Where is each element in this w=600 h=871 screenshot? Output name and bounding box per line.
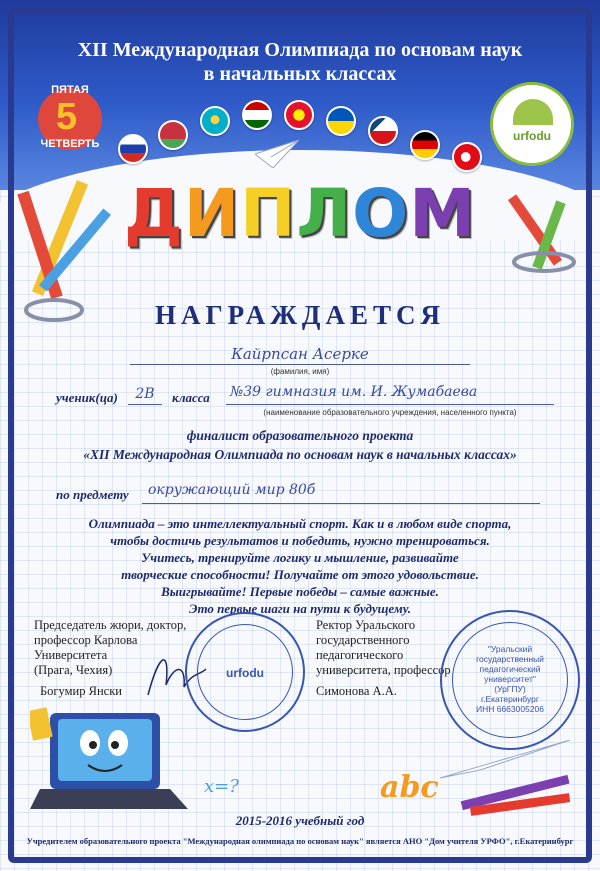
award-heading: НАГРАЖДАЕТСЯ <box>154 300 445 330</box>
rector-title-line: университета, профессор <box>316 663 451 677</box>
rector-name: Симонова А.А. <box>316 684 397 698</box>
jury-chair-name: Богумир Янски <box>40 684 122 698</box>
rector-title-line: педагогического <box>316 648 404 662</box>
olympiad-title-line2: в начальных классах <box>203 63 397 85</box>
grade-underline <box>128 404 162 405</box>
diploma-heading <box>0 175 600 252</box>
diplom-letter: Д <box>124 175 184 252</box>
finalist-line2: «XII Международная Олимпиада по основам наук в начальных классах» <box>83 447 517 462</box>
student-label: ученик(ца) <box>56 390 118 405</box>
footer-note: Учредителем образовательного проекта "Международная олимпиада по основам наук" является АНО "Дом учителя УРФО", г.Екатеринбург <box>26 836 574 846</box>
country-flags <box>118 100 498 170</box>
logo-number: 5 <box>56 96 78 138</box>
class-label: класса <box>172 390 210 405</box>
grade-value: 2В <box>135 386 155 402</box>
belarus-flag-icon <box>158 120 188 150</box>
logo-bottom-text: ЧЕТВЕРТЬ <box>40 138 100 150</box>
motto-line: Выигрывайте! Первые победы – самые важные. <box>161 584 439 599</box>
math-decor: x=? <box>204 776 239 797</box>
motto-line: Это первые шаги на пути к будущему. <box>189 601 411 616</box>
motto-line: творческие способности! Получайте от этого удовольствие. <box>121 567 479 582</box>
school-value: №39 гимназия им. И. Жумабаева <box>230 384 478 400</box>
school-underline <box>226 404 554 405</box>
jury-title-line: (Прага, Чехия) <box>34 663 113 677</box>
stamp-line: государственный <box>476 654 544 664</box>
stamp-line: педагогический <box>479 664 541 674</box>
motto-line: чтобы достичь результатов и победить, нужно тренироваться. <box>110 533 490 548</box>
school-year: 2015-2016 учебный год <box>235 813 365 828</box>
recipient-name: Кайрпсан Асерке <box>231 345 369 363</box>
urfodu-logo-text: urfodu <box>513 129 551 143</box>
diplom-letter: М <box>409 175 476 252</box>
abc-decor: abc <box>380 770 439 805</box>
stamp-line: ИНН 6663005206 <box>475 704 545 714</box>
turkey-flag-icon <box>452 142 482 172</box>
olympiad-title-line1: XII Международная Олимпиада по основам наук <box>77 39 523 61</box>
logo-top-text: ПЯТАЯ <box>51 84 89 96</box>
stamp-line: (УрГПУ) <box>494 684 526 694</box>
diplom-letter: О <box>352 175 410 252</box>
pencils-bottom-icon <box>440 740 580 820</box>
diplom-letter: И <box>183 175 241 252</box>
stamp-center-text: urfodu <box>226 666 264 680</box>
germany-flag-icon <box>410 130 440 160</box>
stamp-center-text <box>442 644 578 714</box>
motto-line: Олимпиада – это интеллектуальный спорт. Как и в любом виде спорта, <box>88 516 512 531</box>
finalist-line1: финалист образовательного проекта <box>186 428 414 443</box>
motto-line: Учитесь, тренируйте логику и мышление, развивайте <box>141 550 459 565</box>
sun-icon <box>513 99 553 125</box>
jury-title-line: Университета <box>34 648 108 662</box>
fifth-quarter-logo <box>30 82 110 156</box>
kazakhstan-flag-icon <box>200 106 230 136</box>
right-stamp <box>440 610 580 750</box>
rector-title-line: государственного <box>316 633 410 647</box>
diplom-letter: П <box>240 175 297 252</box>
stamp-line: "Уральский <box>487 644 533 654</box>
czechia-flag-icon <box>368 116 398 146</box>
diplom-letter: Л <box>296 175 353 252</box>
subject-underline <box>142 503 540 504</box>
stamp-line: университет" <box>484 674 536 684</box>
russia-flag-icon <box>118 134 148 164</box>
kyrgyzstan-flag-icon <box>284 100 314 130</box>
tajikistan-flag-icon <box>242 100 272 130</box>
subject-label: по предмету <box>56 487 129 502</box>
laptop-character-icon <box>30 705 210 815</box>
name-underline <box>130 364 470 365</box>
name-caption: (фамилия, имя) <box>270 367 330 376</box>
paper-plane-icon <box>255 140 299 168</box>
jury-title-line: Председатель жюри, доктор, <box>34 618 187 632</box>
rector-title-line: Ректор Уральского <box>316 618 416 632</box>
ukraine-flag-icon <box>326 106 356 136</box>
jury-title-line: профессор Карлова <box>34 633 138 647</box>
school-caption: (наименование образовательного учреждения, населенного пункта) <box>263 408 517 417</box>
stamp-line: г.Екатеринбург <box>481 694 539 704</box>
subject-value: окружающий мир 80б <box>148 482 316 498</box>
rector-title <box>316 618 451 678</box>
urfodu-logo <box>490 82 574 166</box>
